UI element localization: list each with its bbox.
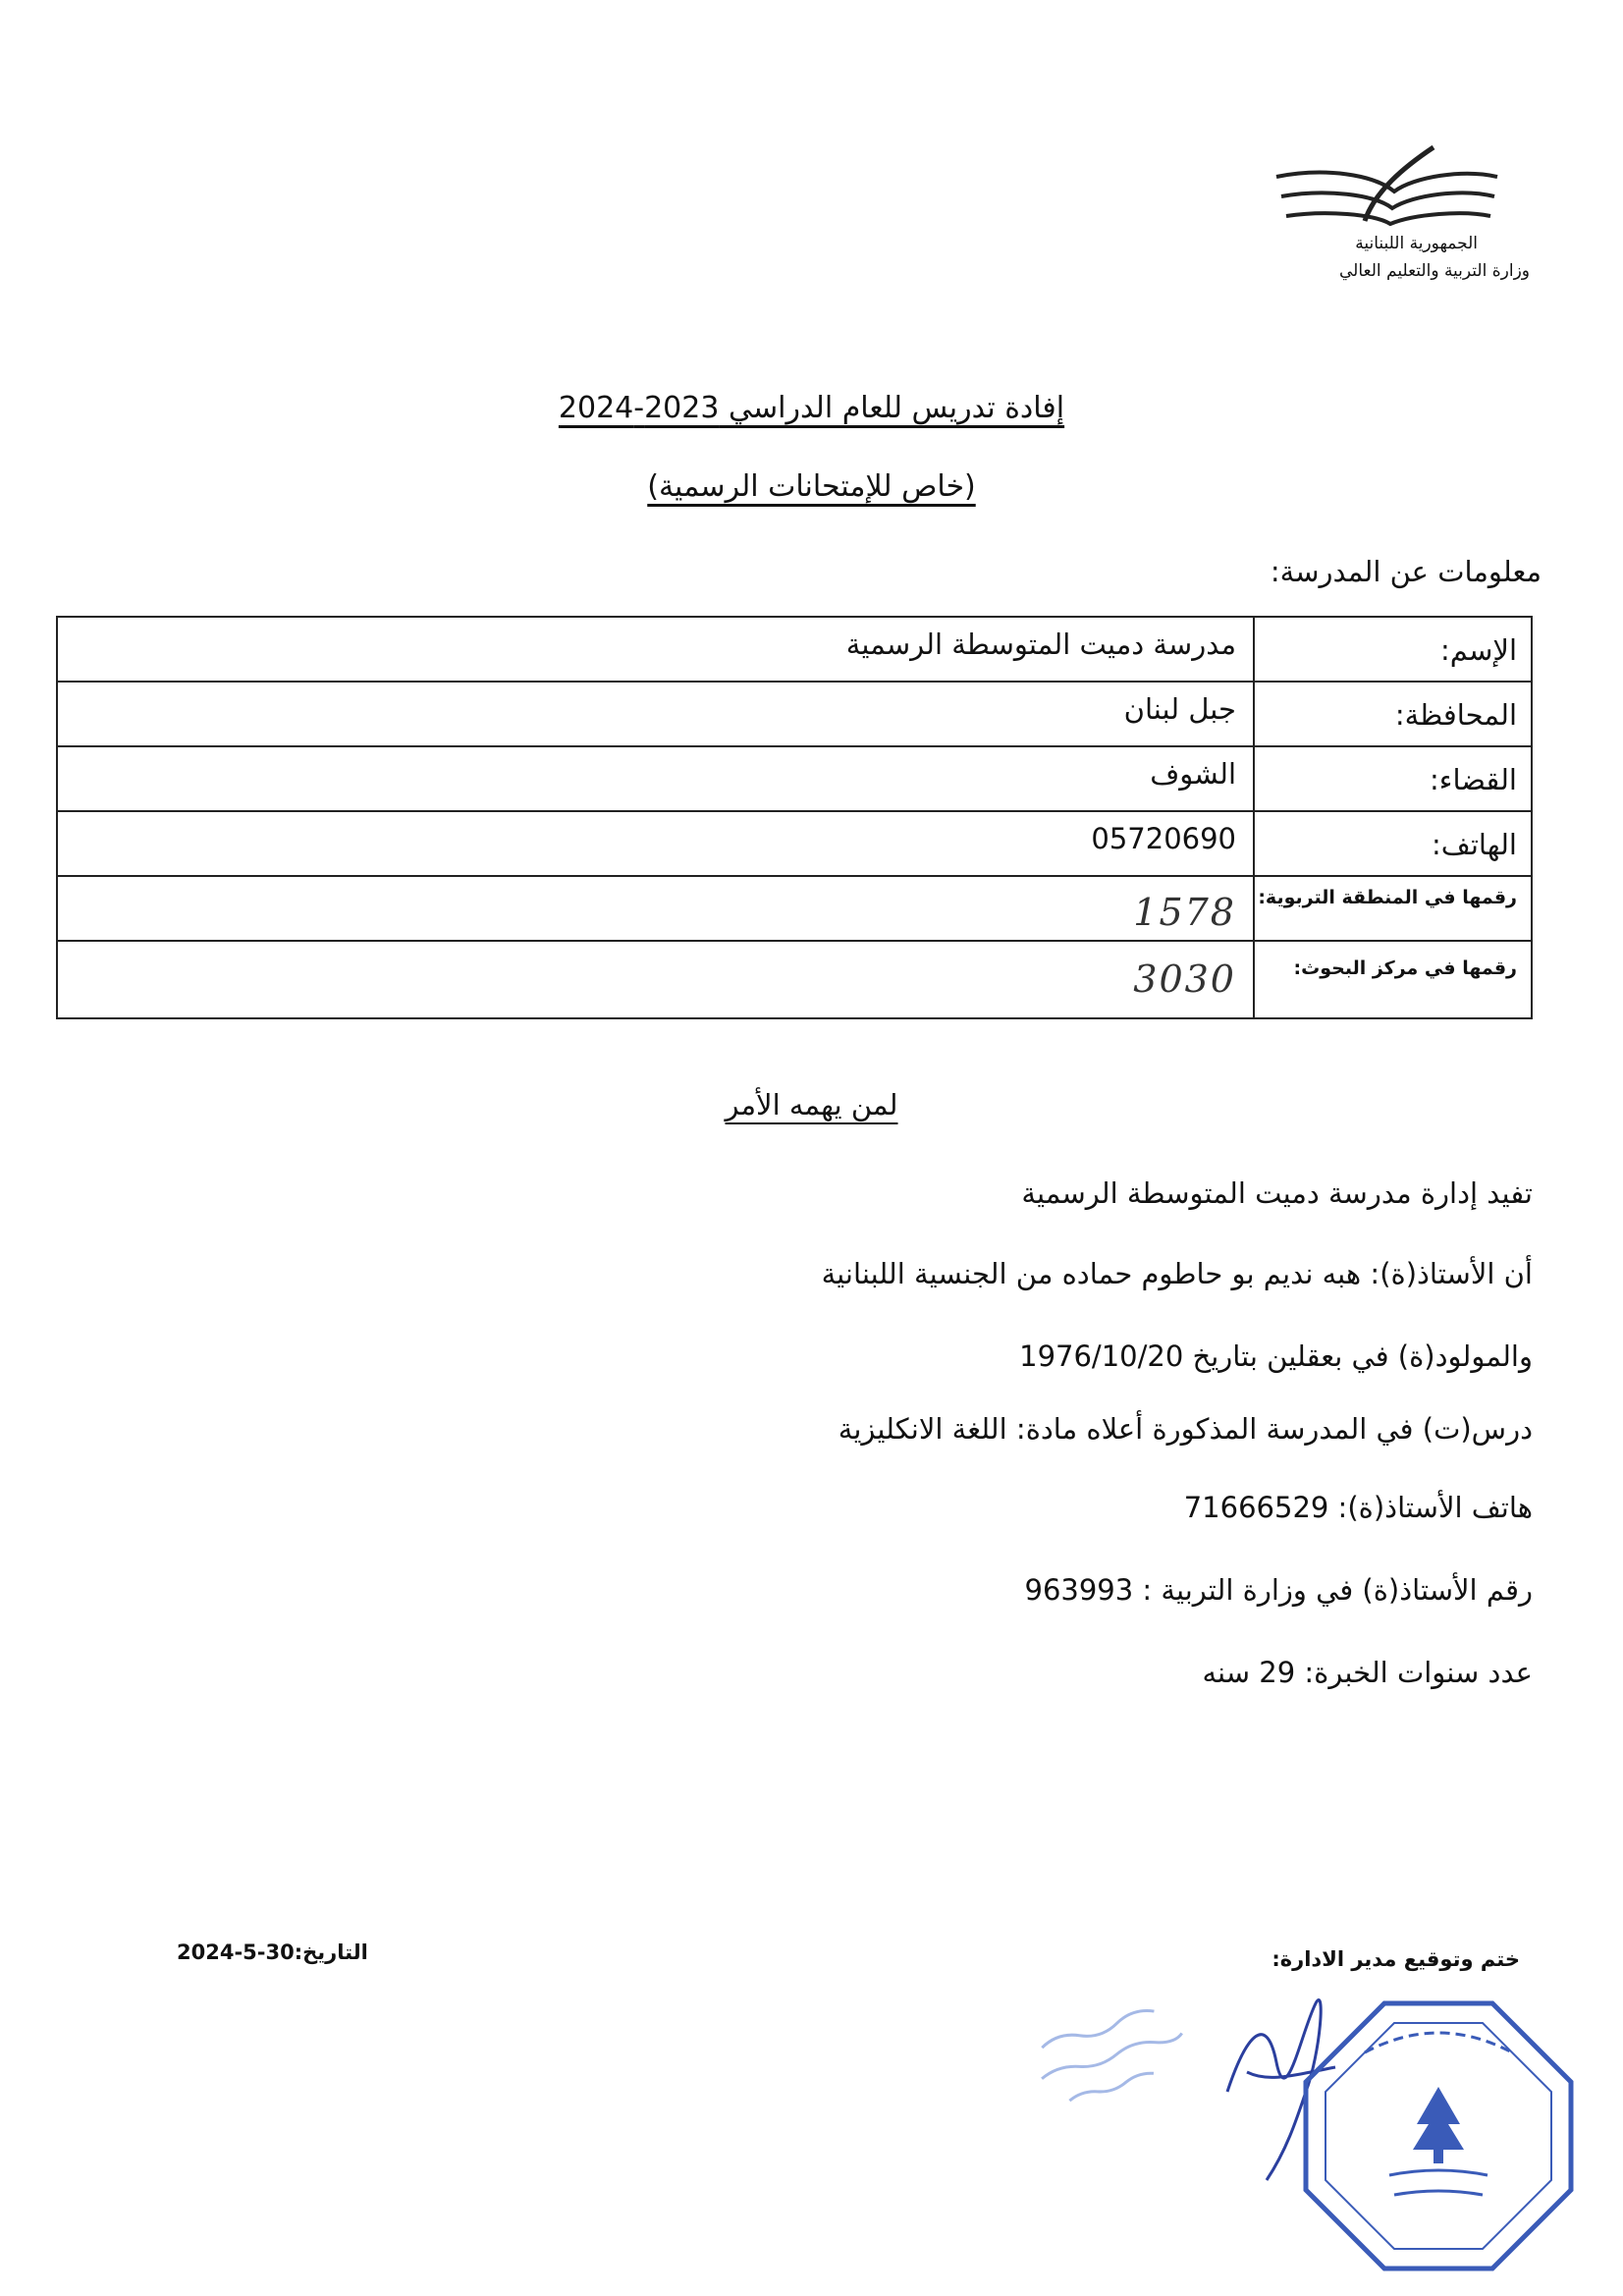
table-row	[58, 942, 1531, 1017]
ministry-logo-icon	[1267, 137, 1502, 246]
row-value: 1578	[1133, 891, 1236, 934]
official-school-stamp-icon	[1296, 1994, 1581, 2278]
letter-line: تفيد إدارة مدرسة دميت المتوسطة الرسمية	[1021, 1176, 1533, 1210]
letter-line: أن الأستاذ(ة): هبه نديم بو حاطوم حماده من الجنسية اللبنانية	[821, 1257, 1533, 1290]
table-row	[58, 747, 1531, 812]
row-value: جبل لبنان	[1123, 692, 1236, 726]
logo-ministry-text: وزارة التربية والتعليم العالي	[1338, 261, 1530, 281]
to-whom-heading: لمن يهمه الأمر	[725, 1088, 898, 1121]
letter-line: عدد سنوات الخبرة: 29 سنه	[1202, 1656, 1533, 1689]
row-value: 05720690	[1091, 822, 1236, 855]
letter-line: والمولود(ة) في بعقلين بتاريخ 1976/10/20	[1019, 1339, 1533, 1373]
table-row	[58, 877, 1531, 942]
row-label: رقمها في مركز البحوث:	[1293, 957, 1517, 979]
row-label: رقمها في المنطقة التربوية:	[1258, 887, 1517, 908]
letter-line: هاتف الأستاذ(ة): 71666529	[1183, 1491, 1533, 1524]
row-label: الهاتف:	[1432, 828, 1517, 861]
table-row	[58, 683, 1531, 747]
page-title: إفادة تدريس للعام الدراسي 2023-2024	[558, 391, 1065, 425]
logo-republic-text: الجمهورية اللبنانية	[1355, 234, 1478, 253]
letter-line: رقم الأستاذ(ة) في وزارة التربية : 963993	[1024, 1573, 1533, 1607]
letter-line: درس(ت) في المدرسة المذكورة أعلاه مادة: اللغة الانكليزية	[838, 1412, 1533, 1446]
row-value: مدرسة دميت المتوسطة الرسمية	[845, 628, 1236, 661]
table-row	[58, 812, 1531, 877]
row-value: الشوف	[1150, 757, 1236, 791]
school-info-table	[56, 616, 1533, 1019]
row-value: 3030	[1133, 957, 1236, 1001]
row-label: القضاء:	[1430, 763, 1517, 796]
table-row	[58, 618, 1531, 683]
signature-label: ختم وتوقيع مدير الادارة:	[1271, 1947, 1520, 1971]
row-label: الإسم:	[1440, 633, 1517, 667]
principal-stamp-icon	[1011, 1984, 1237, 2141]
date-label: التاريخ:30-5-2024	[177, 1941, 368, 1964]
school-info-heading: معلومات عن المدرسة:	[1270, 555, 1542, 588]
page-subtitle: (خاص للإمتحانات الرسمية)	[647, 469, 976, 504]
row-label: المحافظة:	[1394, 698, 1517, 732]
